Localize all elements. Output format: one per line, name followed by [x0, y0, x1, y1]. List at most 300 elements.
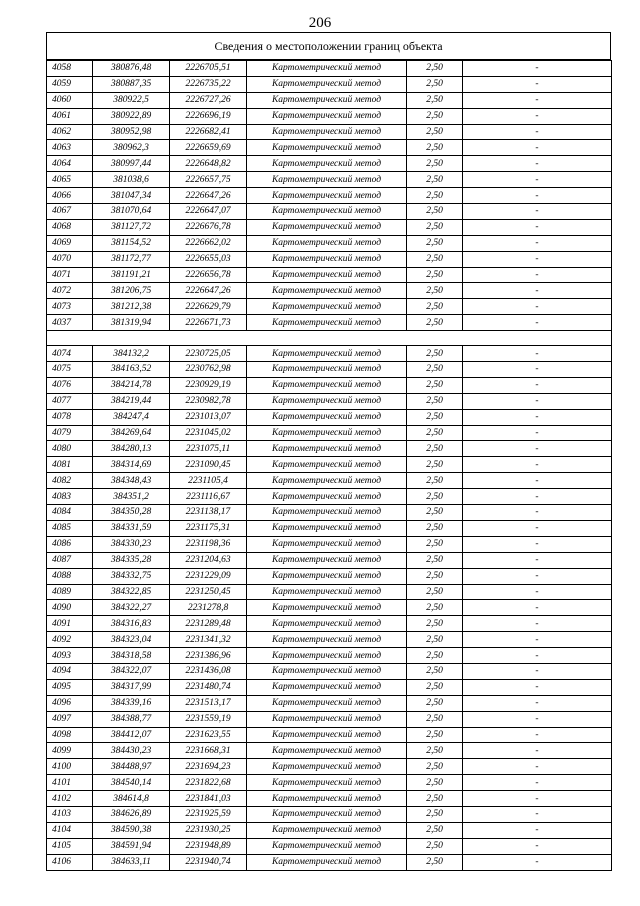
coord-y: 2226727,26 — [170, 92, 247, 108]
table-row — [47, 695, 612, 711]
table-row — [47, 393, 612, 409]
coord-y: 2226735,22 — [170, 76, 247, 92]
table-row — [47, 775, 612, 791]
table-row — [47, 251, 612, 267]
coord-x: 384540,14 — [93, 775, 170, 791]
coord-y: 2230982,78 — [170, 393, 247, 409]
method-cell: Картометрический метод — [247, 520, 407, 536]
table-row — [47, 346, 612, 362]
method-cell: Картометрический метод — [247, 441, 407, 457]
coord-x: 380922,5 — [93, 92, 170, 108]
description-cell: - — [463, 648, 612, 664]
point-number: 4058 — [47, 61, 93, 77]
description-cell: - — [463, 362, 612, 378]
table-row — [47, 156, 612, 172]
separator-cell — [47, 331, 612, 346]
accuracy-cell: 2,50 — [407, 727, 463, 743]
point-number: 4105 — [47, 838, 93, 854]
table-row — [47, 616, 612, 632]
accuracy-cell: 2,50 — [407, 283, 463, 299]
method-cell: Картометрический метод — [247, 679, 407, 695]
point-number: 4106 — [47, 854, 93, 870]
point-number: 4092 — [47, 632, 93, 648]
coord-x: 384269,64 — [93, 425, 170, 441]
table-row — [47, 172, 612, 188]
accuracy-cell: 2,50 — [407, 267, 463, 283]
accuracy-cell: 2,50 — [407, 156, 463, 172]
coord-x: 384335,28 — [93, 552, 170, 568]
method-cell: Картометрический метод — [247, 727, 407, 743]
description-cell: - — [463, 822, 612, 838]
description-cell: - — [463, 520, 612, 536]
accuracy-cell: 2,50 — [407, 822, 463, 838]
method-cell: Картометрический метод — [247, 600, 407, 616]
method-cell: Картометрический метод — [247, 695, 407, 711]
point-number: 4071 — [47, 267, 93, 283]
accuracy-cell: 2,50 — [407, 806, 463, 822]
method-cell: Картометрический метод — [247, 283, 407, 299]
description-cell: - — [463, 759, 612, 775]
method-cell: Картометрический метод — [247, 425, 407, 441]
method-cell: Картометрический метод — [247, 489, 407, 505]
accuracy-cell: 2,50 — [407, 679, 463, 695]
method-cell: Картометрический метод — [247, 806, 407, 822]
point-number: 4082 — [47, 473, 93, 489]
point-number: 4101 — [47, 775, 93, 791]
accuracy-cell: 2,50 — [407, 648, 463, 664]
accuracy-cell: 2,50 — [407, 473, 463, 489]
description-cell: - — [463, 204, 612, 220]
coord-x: 380922,89 — [93, 108, 170, 124]
accuracy-cell: 2,50 — [407, 377, 463, 393]
accuracy-cell: 2,50 — [407, 251, 463, 267]
table-row — [47, 441, 612, 457]
coord-x: 384430,23 — [93, 743, 170, 759]
method-cell: Картометрический метод — [247, 616, 407, 632]
description-cell: - — [463, 299, 612, 315]
table-row — [47, 806, 612, 822]
method-cell: Картометрический метод — [247, 663, 407, 679]
accuracy-cell: 2,50 — [407, 219, 463, 235]
method-cell: Картометрический метод — [247, 140, 407, 156]
table-row — [47, 92, 612, 108]
coord-y: 2231925,59 — [170, 806, 247, 822]
point-number: 4080 — [47, 441, 93, 457]
description-cell: - — [463, 552, 612, 568]
coord-x: 381206,75 — [93, 283, 170, 299]
description-cell: - — [463, 219, 612, 235]
accuracy-cell: 2,50 — [407, 711, 463, 727]
coord-x: 384280,13 — [93, 441, 170, 457]
accuracy-cell: 2,50 — [407, 409, 463, 425]
description-cell: - — [463, 505, 612, 521]
point-number: 4079 — [47, 425, 93, 441]
description-cell: - — [463, 727, 612, 743]
coord-x: 384626,89 — [93, 806, 170, 822]
point-number: 4103 — [47, 806, 93, 822]
point-number: 4100 — [47, 759, 93, 775]
coord-x: 380997,44 — [93, 156, 170, 172]
method-cell: Картометрический метод — [247, 775, 407, 791]
coord-x: 384323,04 — [93, 632, 170, 648]
coord-x: 384351,2 — [93, 489, 170, 505]
coordinates-sheet — [46, 32, 611, 871]
table-row — [47, 711, 612, 727]
description-cell: - — [463, 600, 612, 616]
table-row — [47, 584, 612, 600]
block-separator-row — [47, 331, 612, 346]
table-row — [47, 188, 612, 204]
coord-y: 2231045,02 — [170, 425, 247, 441]
coord-x: 380962,3 — [93, 140, 170, 156]
coord-x: 384614,8 — [93, 791, 170, 807]
method-cell: Картометрический метод — [247, 299, 407, 315]
table-row — [47, 759, 612, 775]
description-cell: - — [463, 377, 612, 393]
coord-y: 2226647,26 — [170, 188, 247, 204]
method-cell: Картометрический метод — [247, 838, 407, 854]
method-cell: Картометрический метод — [247, 632, 407, 648]
coord-x: 384339,16 — [93, 695, 170, 711]
coord-y: 2231559,19 — [170, 711, 247, 727]
coord-x: 384322,07 — [93, 663, 170, 679]
description-cell: - — [463, 743, 612, 759]
table-row — [47, 791, 612, 807]
table-row — [47, 743, 612, 759]
coord-x: 380887,35 — [93, 76, 170, 92]
accuracy-cell: 2,50 — [407, 124, 463, 140]
accuracy-cell: 2,50 — [407, 743, 463, 759]
method-cell: Картометрический метод — [247, 854, 407, 870]
table-row — [47, 267, 612, 283]
description-cell: - — [463, 140, 612, 156]
method-cell: Картометрический метод — [247, 219, 407, 235]
accuracy-cell: 2,50 — [407, 854, 463, 870]
description-cell: - — [463, 854, 612, 870]
point-number: 4102 — [47, 791, 93, 807]
description-cell: - — [463, 473, 612, 489]
coord-y: 2231822,68 — [170, 775, 247, 791]
coord-y: 2231138,17 — [170, 505, 247, 521]
accuracy-cell: 2,50 — [407, 838, 463, 854]
method-cell: Картометрический метод — [247, 552, 407, 568]
coord-y: 2226656,78 — [170, 267, 247, 283]
coord-x: 381212,38 — [93, 299, 170, 315]
coord-x: 381127,72 — [93, 219, 170, 235]
table-row — [47, 520, 612, 536]
description-cell: - — [463, 92, 612, 108]
coord-x: 384214,78 — [93, 377, 170, 393]
description-cell: - — [463, 283, 612, 299]
method-cell: Картометрический метод — [247, 346, 407, 362]
accuracy-cell: 2,50 — [407, 108, 463, 124]
point-number: 4095 — [47, 679, 93, 695]
coord-y: 2231289,48 — [170, 616, 247, 632]
description-cell: - — [463, 632, 612, 648]
coord-y: 2231116,67 — [170, 489, 247, 505]
point-number: 4069 — [47, 235, 93, 251]
point-number: 4059 — [47, 76, 93, 92]
point-number: 4087 — [47, 552, 93, 568]
method-cell: Картометрический метод — [247, 267, 407, 283]
coord-x: 381191,21 — [93, 267, 170, 283]
accuracy-cell: 2,50 — [407, 552, 463, 568]
coord-x: 384332,75 — [93, 568, 170, 584]
accuracy-cell: 2,50 — [407, 425, 463, 441]
accuracy-cell: 2,50 — [407, 791, 463, 807]
point-number: 4061 — [47, 108, 93, 124]
table-row — [47, 219, 612, 235]
description-cell: - — [463, 124, 612, 140]
accuracy-cell: 2,50 — [407, 536, 463, 552]
coord-y: 2226629,79 — [170, 299, 247, 315]
table-row — [47, 204, 612, 220]
coord-x: 384350,28 — [93, 505, 170, 521]
table-row — [47, 568, 612, 584]
coord-x: 384412,07 — [93, 727, 170, 743]
method-cell: Картометрический метод — [247, 409, 407, 425]
table-row — [47, 124, 612, 140]
coord-y: 2231948,89 — [170, 838, 247, 854]
method-cell: Картометрический метод — [247, 743, 407, 759]
description-cell: - — [463, 346, 612, 362]
coord-y: 2226647,07 — [170, 204, 247, 220]
table-row — [47, 315, 612, 331]
accuracy-cell: 2,50 — [407, 92, 463, 108]
coord-y: 2231105,4 — [170, 473, 247, 489]
coord-y: 2231841,03 — [170, 791, 247, 807]
description-cell: - — [463, 663, 612, 679]
accuracy-cell: 2,50 — [407, 172, 463, 188]
method-cell: Картометрический метод — [247, 759, 407, 775]
point-number: 4104 — [47, 822, 93, 838]
accuracy-cell: 2,50 — [407, 140, 463, 156]
accuracy-cell: 2,50 — [407, 695, 463, 711]
coord-x: 381047,34 — [93, 188, 170, 204]
coordinates-table — [46, 60, 612, 871]
method-cell: Картометрический метод — [247, 505, 407, 521]
coord-y: 2231436,08 — [170, 663, 247, 679]
method-cell: Картометрический метод — [247, 188, 407, 204]
point-number: 4094 — [47, 663, 93, 679]
coord-x: 384247,4 — [93, 409, 170, 425]
accuracy-cell: 2,50 — [407, 441, 463, 457]
coord-x: 384314,69 — [93, 457, 170, 473]
point-number: 4081 — [47, 457, 93, 473]
coord-y: 2231940,74 — [170, 854, 247, 870]
coord-y: 2231198,36 — [170, 536, 247, 552]
accuracy-cell: 2,50 — [407, 600, 463, 616]
accuracy-cell: 2,50 — [407, 315, 463, 331]
description-cell: - — [463, 251, 612, 267]
accuracy-cell: 2,50 — [407, 76, 463, 92]
point-number: 4076 — [47, 377, 93, 393]
coord-y: 2226657,75 — [170, 172, 247, 188]
coord-x: 381154,52 — [93, 235, 170, 251]
table-row — [47, 473, 612, 489]
point-number: 4063 — [47, 140, 93, 156]
description-cell: - — [463, 76, 612, 92]
coord-y: 2231480,74 — [170, 679, 247, 695]
point-number: 4070 — [47, 251, 93, 267]
accuracy-cell: 2,50 — [407, 204, 463, 220]
table-row — [47, 648, 612, 664]
coord-x: 384633,11 — [93, 854, 170, 870]
point-number: 4093 — [47, 648, 93, 664]
description-cell: - — [463, 695, 612, 711]
table-row — [47, 854, 612, 870]
point-number: 4088 — [47, 568, 93, 584]
method-cell: Картометрический метод — [247, 251, 407, 267]
accuracy-cell: 2,50 — [407, 632, 463, 648]
coord-y: 2231386,96 — [170, 648, 247, 664]
description-cell: - — [463, 838, 612, 854]
coord-y: 2226682,41 — [170, 124, 247, 140]
table-row — [47, 536, 612, 552]
point-number: 4083 — [47, 489, 93, 505]
coord-y: 2231075,11 — [170, 441, 247, 457]
point-number: 4073 — [47, 299, 93, 315]
method-cell: Картометрический метод — [247, 473, 407, 489]
point-number: 4066 — [47, 188, 93, 204]
coord-y: 2230762,98 — [170, 362, 247, 378]
method-cell: Картометрический метод — [247, 584, 407, 600]
table-row — [47, 679, 612, 695]
accuracy-cell: 2,50 — [407, 362, 463, 378]
table-row — [47, 299, 612, 315]
point-number: 4075 — [47, 362, 93, 378]
description-cell: - — [463, 806, 612, 822]
point-number: 4064 — [47, 156, 93, 172]
coord-x: 380876,48 — [93, 61, 170, 77]
accuracy-cell: 2,50 — [407, 584, 463, 600]
point-number: 4084 — [47, 505, 93, 521]
accuracy-cell: 2,50 — [407, 489, 463, 505]
description-cell: - — [463, 156, 612, 172]
description-cell: - — [463, 267, 612, 283]
coord-y: 2226648,82 — [170, 156, 247, 172]
point-number: 4060 — [47, 92, 93, 108]
coord-x: 384316,83 — [93, 616, 170, 632]
table-row — [47, 377, 612, 393]
table-row — [47, 108, 612, 124]
coord-x: 381172,77 — [93, 251, 170, 267]
method-cell: Картометрический метод — [247, 124, 407, 140]
coord-y: 2226671,73 — [170, 315, 247, 331]
coord-y: 2226655,03 — [170, 251, 247, 267]
table-row — [47, 457, 612, 473]
description-cell: - — [463, 616, 612, 632]
description-cell: - — [463, 489, 612, 505]
coord-x: 384330,23 — [93, 536, 170, 552]
method-cell: Картометрический метод — [247, 377, 407, 393]
accuracy-cell: 2,50 — [407, 505, 463, 521]
coord-y: 2231513,17 — [170, 695, 247, 711]
coord-y: 2226659,69 — [170, 140, 247, 156]
coord-x: 384591,94 — [93, 838, 170, 854]
table-row — [47, 489, 612, 505]
description-cell: - — [463, 775, 612, 791]
description-cell: - — [463, 409, 612, 425]
accuracy-cell: 2,50 — [407, 299, 463, 315]
point-number: 4062 — [47, 124, 93, 140]
accuracy-cell: 2,50 — [407, 346, 463, 362]
coord-x: 384317,99 — [93, 679, 170, 695]
description-cell: - — [463, 61, 612, 77]
method-cell: Картометрический метод — [247, 568, 407, 584]
table-row — [47, 425, 612, 441]
accuracy-cell: 2,50 — [407, 663, 463, 679]
coord-x: 384219,44 — [93, 393, 170, 409]
coord-x: 384488,97 — [93, 759, 170, 775]
point-number: 4068 — [47, 219, 93, 235]
point-number: 4096 — [47, 695, 93, 711]
method-cell: Картометрический метод — [247, 76, 407, 92]
description-cell: - — [463, 235, 612, 251]
accuracy-cell: 2,50 — [407, 393, 463, 409]
accuracy-cell: 2,50 — [407, 235, 463, 251]
point-number: 4037 — [47, 315, 93, 331]
coord-x: 384322,27 — [93, 600, 170, 616]
coord-y: 2231250,45 — [170, 584, 247, 600]
point-number: 4089 — [47, 584, 93, 600]
method-cell: Картометрический метод — [247, 172, 407, 188]
description-cell: - — [463, 425, 612, 441]
point-number: 4098 — [47, 727, 93, 743]
coord-y: 2231175,31 — [170, 520, 247, 536]
method-cell: Картометрический метод — [247, 393, 407, 409]
coord-y: 2231623,55 — [170, 727, 247, 743]
accuracy-cell: 2,50 — [407, 775, 463, 791]
coord-y: 2226647,26 — [170, 283, 247, 299]
point-number: 4072 — [47, 283, 93, 299]
coord-y: 2231341,32 — [170, 632, 247, 648]
coord-x: 384163,52 — [93, 362, 170, 378]
table-row — [47, 822, 612, 838]
point-number: 4099 — [47, 743, 93, 759]
description-cell: - — [463, 568, 612, 584]
description-cell: - — [463, 457, 612, 473]
page-number: 206 — [308, 15, 332, 31]
description-cell: - — [463, 791, 612, 807]
coord-y: 2231090,45 — [170, 457, 247, 473]
coord-x: 384331,59 — [93, 520, 170, 536]
description-cell: - — [463, 393, 612, 409]
point-number: 4067 — [47, 204, 93, 220]
table-row — [47, 600, 612, 616]
point-number: 4078 — [47, 409, 93, 425]
description-cell: - — [463, 188, 612, 204]
table-row — [47, 838, 612, 854]
method-cell: Картометрический метод — [247, 457, 407, 473]
point-number: 4097 — [47, 711, 93, 727]
description-cell: - — [463, 679, 612, 695]
coord-x: 384322,85 — [93, 584, 170, 600]
description-cell: - — [463, 711, 612, 727]
point-number: 4065 — [47, 172, 93, 188]
coord-x: 380952,98 — [93, 124, 170, 140]
coord-y: 2231668,31 — [170, 743, 247, 759]
coord-y: 2231204,63 — [170, 552, 247, 568]
method-cell: Картометрический метод — [247, 156, 407, 172]
coord-y: 2231694,23 — [170, 759, 247, 775]
coord-y: 2226676,78 — [170, 219, 247, 235]
accuracy-cell: 2,50 — [407, 188, 463, 204]
description-cell: - — [463, 441, 612, 457]
description-cell: - — [463, 315, 612, 331]
method-cell: Картометрический метод — [247, 235, 407, 251]
point-number: 4090 — [47, 600, 93, 616]
